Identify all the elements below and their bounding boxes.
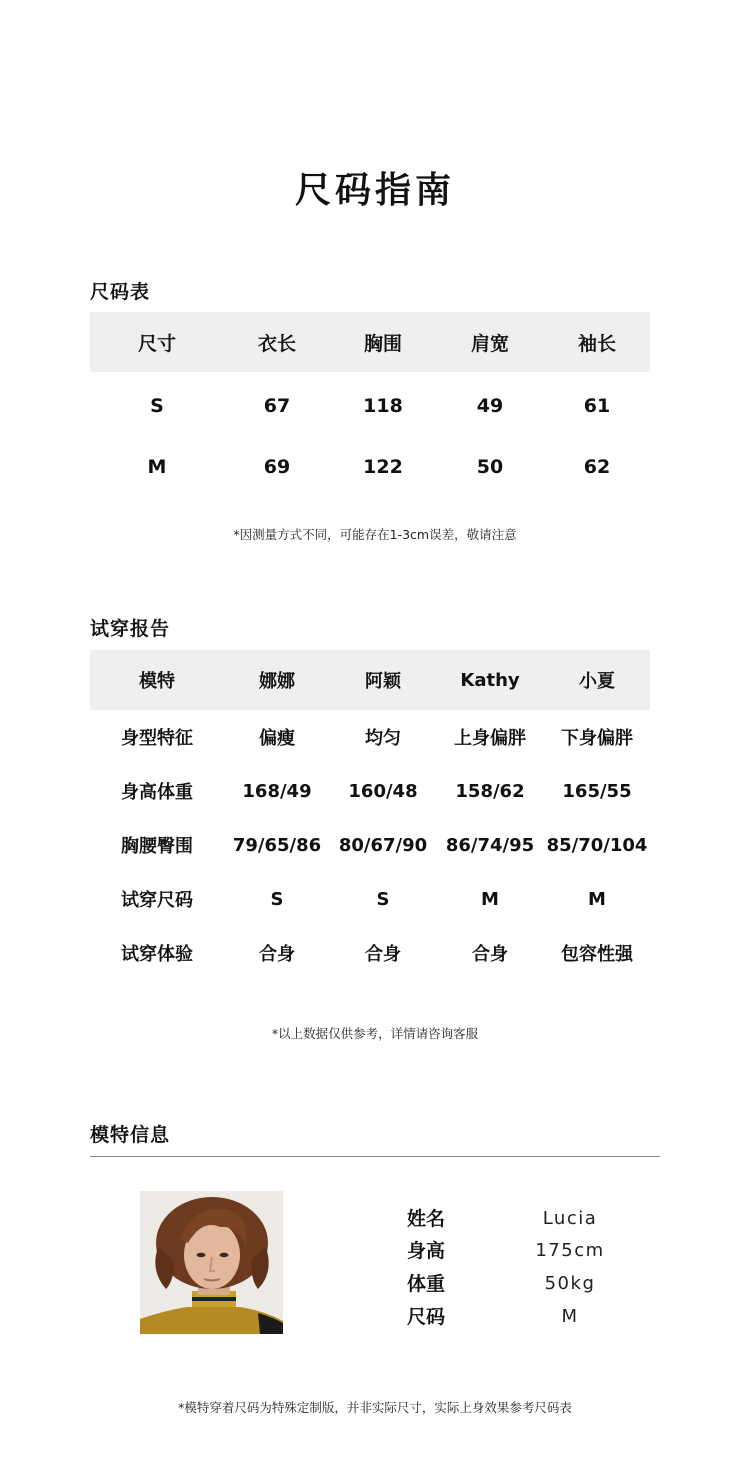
fit-report-table xyxy=(90,650,650,980)
fit-header-cell: 阿颖 xyxy=(330,650,436,710)
fit-cell: 85/70/104 xyxy=(546,834,648,856)
page-title: 尺码指南 xyxy=(294,170,455,211)
fit-row-label: 试穿体验 xyxy=(121,944,193,965)
fit-header-cell: 模特 xyxy=(90,650,224,710)
size-cell: 67 xyxy=(263,395,291,417)
fit-cell: 165/55 xyxy=(562,780,632,802)
fit-cell: 下身偏胖 xyxy=(561,728,633,749)
fit-report-row xyxy=(90,926,650,980)
fit-report-row xyxy=(90,764,650,818)
fit-cell: 168/49 xyxy=(242,780,312,802)
fit-cell: 合身 xyxy=(472,944,508,965)
fit-cell: 上身偏胖 xyxy=(454,728,526,749)
size-cell: 69 xyxy=(263,456,291,478)
fit-report-title: 试穿报告 xyxy=(90,618,171,640)
model-info-title: 模特信息 xyxy=(90,1124,171,1146)
size-cell: 62 xyxy=(583,456,611,478)
size-header-cell: 胸围 xyxy=(330,312,436,372)
size-chart-title: 尺码表 xyxy=(90,281,151,303)
size-cell: 118 xyxy=(363,395,403,417)
fit-cell: 160/48 xyxy=(348,780,418,802)
fit-cell: 合身 xyxy=(259,944,295,965)
size-header-cell: 尺寸 xyxy=(90,312,224,372)
fit-cell: M xyxy=(481,888,499,910)
fit-report-row xyxy=(90,872,650,926)
size-header-cell: 袖长 xyxy=(544,312,650,372)
fit-cell: M xyxy=(588,888,606,910)
size-chart-header-row xyxy=(90,312,650,372)
fit-report-header-row xyxy=(90,650,650,710)
size-chart-table xyxy=(90,312,650,494)
model-field-value: Lucia xyxy=(542,1208,598,1229)
size-header-cell: 衣长 xyxy=(224,312,330,372)
size-chart-note: *因测量方式不同，可能存在1-3cm误差，敬请注意 xyxy=(233,527,517,542)
fit-row-label: 身型特征 xyxy=(121,728,193,749)
fit-cell: 包容性强 xyxy=(561,944,633,965)
fit-report-row xyxy=(90,710,650,764)
size-cell: 49 xyxy=(476,395,504,417)
fit-cell: 86/74/95 xyxy=(445,834,535,856)
fit-header-cell: 小夏 xyxy=(544,650,650,710)
size-chart-row xyxy=(90,372,650,440)
fit-header-cell: 娜娜 xyxy=(224,650,330,710)
fit-report-row xyxy=(90,818,650,872)
fit-cell: S xyxy=(376,888,390,910)
fit-cell: 偏瘦 xyxy=(259,728,295,749)
model-field-value: M xyxy=(561,1306,579,1327)
fit-row-label: 试穿尺码 xyxy=(121,890,193,911)
fit-header-cell: Kathy xyxy=(436,650,544,710)
model-field-value: 50kg xyxy=(544,1273,596,1294)
fit-report-note: *以上数据仅供参考，详情请咨询客服 xyxy=(271,1026,479,1041)
fit-cell: 158/62 xyxy=(455,780,525,802)
fit-cell: 合身 xyxy=(365,944,401,965)
model-photo xyxy=(140,1191,283,1334)
model-field-label: 姓名 xyxy=(407,1208,446,1230)
size-cell: M xyxy=(147,456,167,478)
model-field-label: 尺码 xyxy=(407,1306,446,1328)
fit-cell: S xyxy=(270,888,284,910)
fit-row-label: 胸腰臀围 xyxy=(121,836,193,857)
size-chart-row xyxy=(90,440,650,494)
size-cell: 122 xyxy=(363,456,403,478)
model-field-value: 175cm xyxy=(535,1240,605,1261)
fit-row-label: 身高体重 xyxy=(121,782,193,803)
size-header-cell: 肩宽 xyxy=(436,312,544,372)
size-cell: 61 xyxy=(583,395,611,417)
size-cell: 50 xyxy=(476,456,504,478)
section-divider xyxy=(90,1156,660,1157)
fit-cell: 80/67/90 xyxy=(338,834,428,856)
model-field-label: 体重 xyxy=(407,1273,446,1295)
model-info-note: *模特穿着尺码为特殊定制版，并非实际尺寸，实际上身效果参考尺码表 xyxy=(178,1400,572,1415)
fit-cell: 均匀 xyxy=(365,728,401,749)
size-cell: S xyxy=(150,395,164,417)
fit-cell: 79/65/86 xyxy=(232,834,322,856)
model-field-label: 身高 xyxy=(407,1240,446,1262)
